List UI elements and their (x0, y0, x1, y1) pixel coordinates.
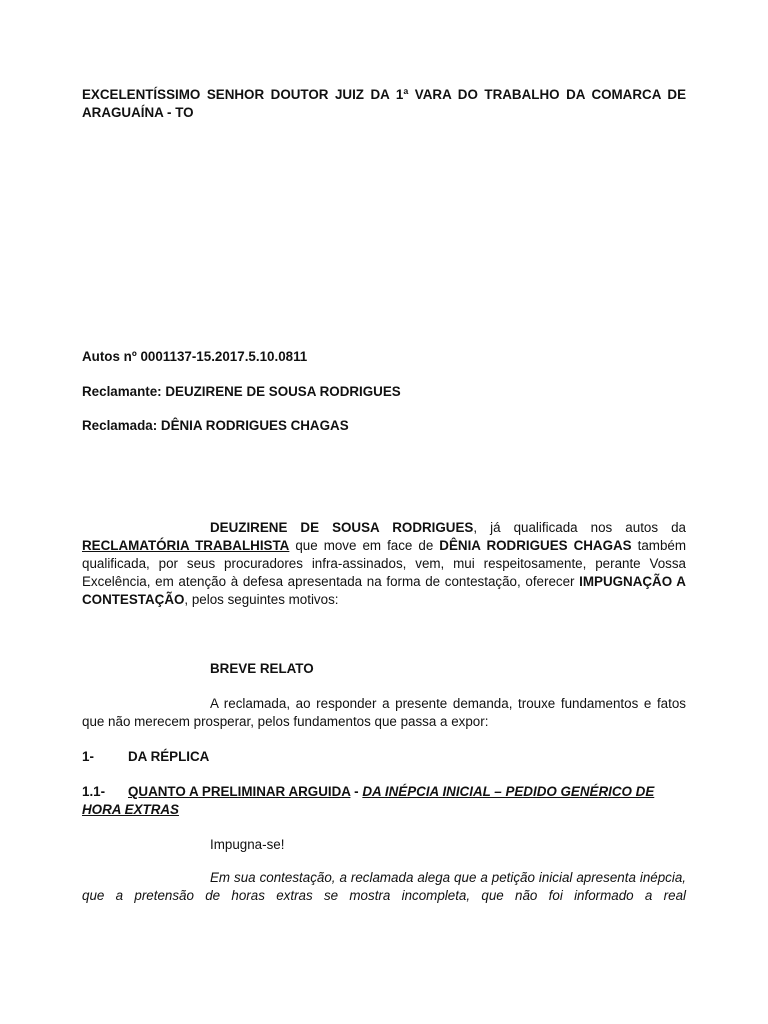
court-address (82, 86, 686, 122)
impugnacao-term: IMPUGNAÇÃO A CONTESTAÇÃO (82, 574, 686, 607)
claimant-name: DEUZIRENE DE SOUSA RODRIGUES (210, 520, 474, 535)
court-address-line-2: ARAGUAÍNA - TO (82, 105, 194, 120)
action-name: RECLAMATÓRIA TRABALHISTA (82, 538, 290, 553)
intro-paragraph: DEUZIRENE DE SOUSA RODRIGUES, já qualificada nos autos da RECLAMATÓRIA TRABALHISTA que move em face de DÊNIA RODRIGUES CHAGAS também qualificada, por seus procuradores infra-assinados, vem, mui respeitosamente, perante Vossa Excelência, em atenção à defesa apresentada na forma de contestação, oferecer IMPUGNAÇÃO A CONTESTAÇÃO, pelos seguintes motivos: (82, 520, 686, 607)
defendant-name: DÊNIA RODRIGUES CHAGAS (439, 538, 632, 553)
preliminar-subtitle: DA INÉPCIA INICIAL – PEDIDO GENÉRICO DE HORA EXTRAS (82, 784, 655, 817)
claimant-line: Reclamante: DEUZIRENE DE SOUSA RODRIGUES (82, 384, 401, 399)
section-heading-breve-relato: BREVE RELATO (210, 661, 314, 676)
defendant-line: Reclamada: DÊNIA RODRIGUES CHAGAS (82, 418, 349, 433)
case-number: Autos nº 0001137-15.2017.5.10.0811 (82, 349, 308, 364)
impugna-line: Impugna-se! (210, 837, 285, 852)
breve-relato-paragraph: A reclamada, ao responder a presente demanda, trouxe fundamentos e fatos que não merecem prosperar, pelos fundamentos que passa a expor: (82, 696, 686, 729)
contestacao-paragraph: Em sua contestação, a reclamada alega que a petição inicial apresenta inépcia, que a pretensão de horas extras se mostra incompleta, que não foi informado a real (82, 870, 686, 903)
section-heading-replica: 1- DA RÉPLICA (82, 749, 210, 764)
court-address-line-1: EXCELENTÍSSIMO SENHOR DOUTOR JUIZ DA 1ª VARA DO TRABALHO DA COMARCA DE (82, 87, 686, 102)
section-heading-preliminar: 1.1- QUANTO A PRELIMINAR ARGUIDA - DA INÉPCIA INICIAL – PEDIDO GENÉRICO DE HORA EXTRAS (82, 784, 655, 817)
